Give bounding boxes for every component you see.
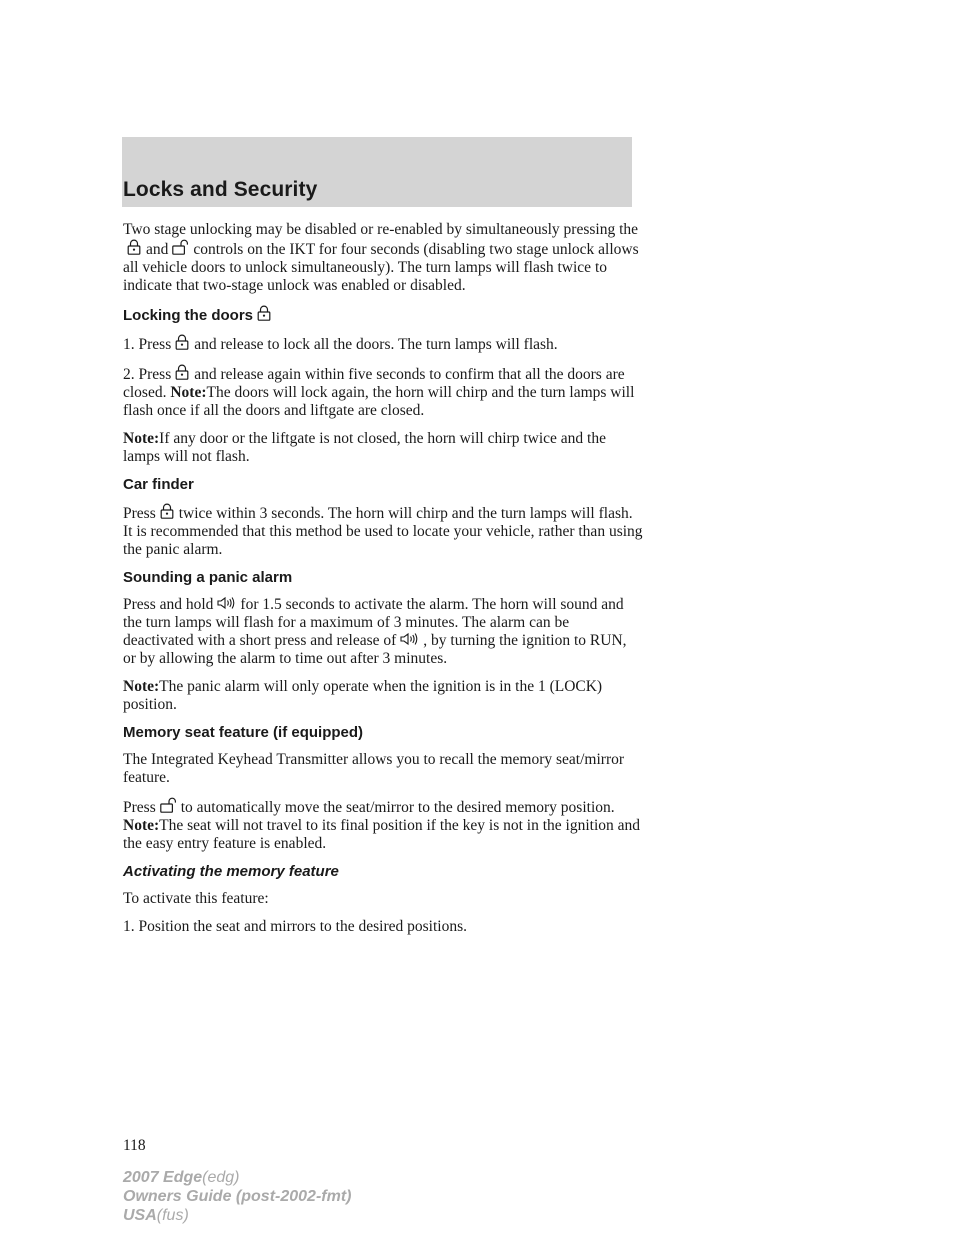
lock-icon [127, 239, 141, 255]
page-content [123, 221, 643, 946]
locking-note: Note:If any door or the liftgate is not closed, the horn will chirp twice and the lamps will not flash. [123, 430, 606, 465]
footer-line-3: USA(fus) [123, 1207, 189, 1224]
locking-step-2: 2. Press and release again within five seconds to confirm that all the doors are closed. Note:The doors will lock again, the horn will chirp and the turn lamps will flash once if all the doors and liftgate are closed. [123, 366, 635, 419]
lock-icon [175, 364, 189, 380]
panic-horn-icon [400, 632, 418, 646]
lock-icon [257, 305, 271, 321]
memory-heading: Memory seat feature (if equipped) [123, 724, 364, 741]
page-number: 118 [123, 1137, 146, 1154]
activate-step-1: 1. Position the seat and mirrors to the desired positions. [123, 918, 467, 935]
panic-horn-icon [217, 596, 235, 610]
panic-paragraph: Press and hold for 1.5 seconds to activate the alarm. The horn will sound and the turn lamps will flash for a maximum of 3 minutes. The alarm can be deactivated with a short press and release of , by turning the ignition to RUN, or by allowing the alarm to time out after 3 minutes. [123, 596, 627, 667]
car-finder-paragraph: Press twice within 3 seconds. The horn will chirp and the turn lamps will flash. It is recommended that this method be used to locate your vehicle, rather than using the panic alarm. [123, 505, 643, 558]
footer [123, 1168, 351, 1225]
unlock-icon [160, 797, 176, 813]
footer-line-2: Owners Guide (post-2002-fmt) [123, 1188, 352, 1205]
locking-heading: Locking the doors [123, 305, 643, 325]
memory-intro: The Integrated Keyhead Transmitter allows you to recall the memory seat/mirror feature. [123, 751, 625, 786]
unlock-icon [172, 239, 188, 255]
activate-intro: To activate this feature: [123, 890, 269, 907]
two-stage-paragraph: Two stage unlocking may be disabled or re-enabled by simultaneously pressing the and controls on the IKT for four seconds (disabling two stage unlock allows all vehicle doors to unlock simultaneously). The turn lamps will flash twice to indicate that two-stage unlock was enabled or disabled. [123, 221, 639, 294]
footer-line-1: 2007 Edge(edg) [123, 1169, 240, 1186]
section-title: Locks and Security [123, 178, 318, 201]
memory-press-paragraph: Press to automatically move the seat/mirror to the desired memory position. Note:The seat will not travel to its final position if the key is not in the ignition and the easy entry feature is enabled. [123, 799, 641, 852]
activating-heading: Activating the memory feature [123, 863, 339, 880]
panic-note: Note:The panic alarm will only operate when the ignition is in the 1 (LOCK) position. [123, 678, 603, 713]
panic-heading: Sounding a panic alarm [123, 569, 293, 586]
lock-icon [175, 334, 189, 350]
locking-step-1: 1. Press and release to lock all the doors. The turn lamps will flash. [123, 336, 558, 353]
lock-icon [160, 503, 174, 519]
car-finder-heading: Car finder [123, 476, 194, 493]
